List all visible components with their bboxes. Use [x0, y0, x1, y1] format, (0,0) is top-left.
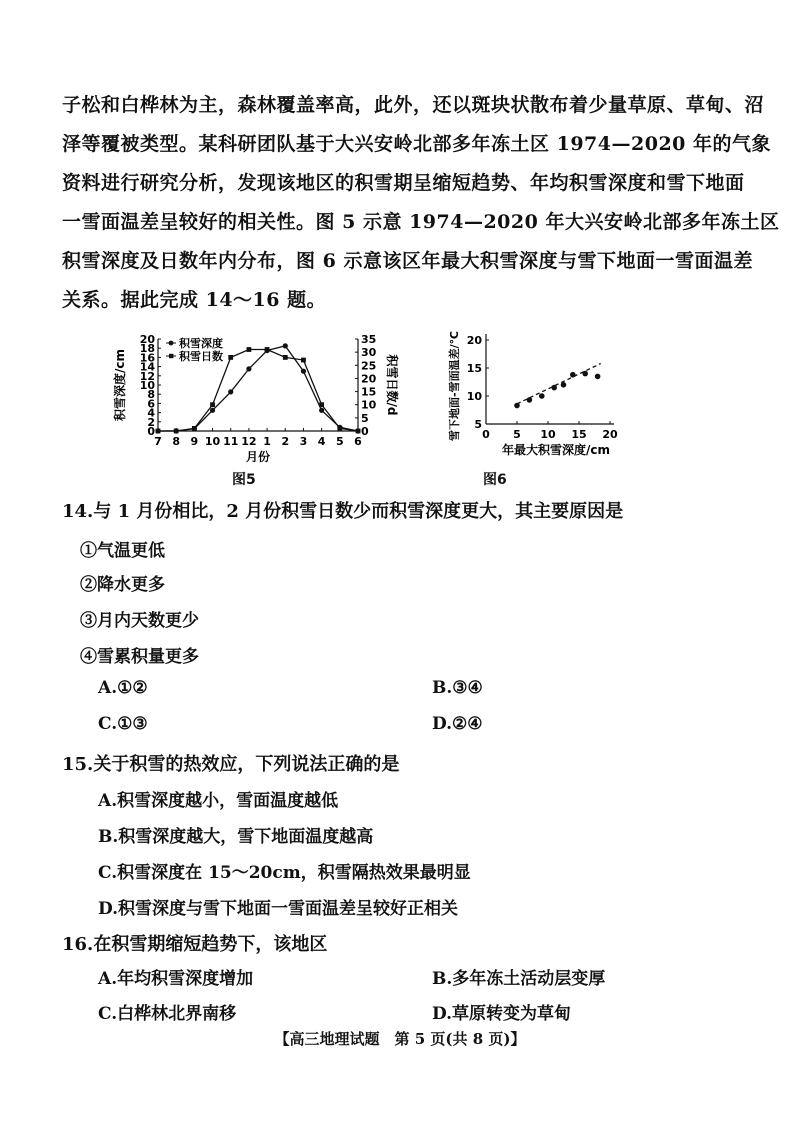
legend-snow-depth: 积雪深度: [179, 337, 223, 350]
scatter-point: [570, 372, 576, 378]
snow-days-point: [337, 426, 342, 431]
question-14-option-c[interactable]: C.①③: [98, 714, 148, 734]
x-tick-label: 5: [335, 435, 344, 448]
snow-days-point: [156, 429, 161, 434]
question-14-option-a[interactable]: A.①②: [98, 678, 148, 698]
right-axis-label: 积雪日数/d: [385, 354, 399, 416]
y-tick-label: 15: [466, 362, 482, 375]
question-15-stem: 15.关于积雪的热效应，下列说法正确的是: [62, 754, 400, 775]
passage-line: 一雪面温差呈较好的相关性。图 5 示意 1974—2020 年大兴安岭北部多年冻土区: [62, 211, 780, 233]
left-tick-label: 16: [139, 351, 155, 365]
question-14-stem: 14.与 1 月份相比，2 月份积雪日数少而积雪深度更大，其主要原因是: [62, 501, 624, 522]
question-14-item: ①气温更低: [80, 541, 165, 561]
left-tick-label: 8: [147, 388, 155, 402]
question-16-option-c[interactable]: C.白桦林北界南移: [98, 1004, 237, 1024]
x-tick-label: 2: [281, 435, 290, 448]
x-tick-label: 10: [204, 435, 221, 448]
snow-days-point: [356, 429, 361, 434]
left-tick-label: 10: [139, 379, 155, 392]
x-tick-label: 3: [299, 435, 308, 448]
x-tick-label: 11: [223, 435, 239, 448]
snow-days-point: [319, 402, 324, 407]
x-tick-label: 10: [540, 428, 556, 441]
snow-depth-point: [319, 408, 324, 413]
scatter-point: [514, 403, 520, 409]
snow-depth-point: [246, 366, 251, 371]
question-16-option-d[interactable]: D.草原转变为草甸: [432, 1004, 572, 1024]
question-14-item: ④雪累积量更多: [80, 647, 199, 667]
x-tick-label: 20: [602, 428, 618, 441]
x-tick-label: 6: [354, 435, 362, 448]
x-tick-label: 4: [317, 435, 326, 448]
right-tick-label: 30: [361, 346, 377, 360]
passage-line: 资料进行研究分析，发现该地区的积雪期呈缩短趋势、年均积雪深度和雪下地面: [62, 172, 745, 194]
question-15-option-b[interactable]: B.积雪深度越大，雪下地面温度越高: [98, 827, 374, 847]
x-axis-label: 月份: [245, 450, 271, 464]
left-axis-label: 积雪深度/cm: [113, 348, 127, 422]
question-14-option-b[interactable]: B.③④: [432, 678, 483, 698]
left-tick-label: 18: [139, 342, 155, 356]
scatter-point: [539, 393, 545, 399]
right-tick-label: 25: [361, 359, 377, 373]
left-tick-label: 6: [147, 397, 155, 411]
snow-depth-point: [283, 343, 288, 348]
right-tick-label: 35: [361, 333, 377, 346]
left-tick-label: 20: [139, 333, 155, 346]
scatter-point: [582, 371, 588, 377]
question-14-item: ②降水更多: [80, 575, 165, 595]
y-tick-label: 20: [466, 334, 482, 347]
figure-6-caption: 图6: [483, 472, 507, 488]
x-tick-label: 15: [571, 428, 587, 441]
snow-depth-point: [210, 408, 215, 413]
legend-marker-circle: [169, 341, 174, 346]
scatter-point: [527, 397, 533, 403]
passage-line: 积雪深度及日数年内分布，图 6 示意该区年最大积雪深度与雪下地面一雪面温差: [62, 250, 753, 272]
snow-depth-point: [228, 389, 233, 394]
passage-line: 子松和白桦林为主，森林覆盖率高，此外，还以斑块状散布着少量草原、草甸、沼: [62, 94, 765, 116]
scatter-point: [561, 382, 567, 388]
right-tick-label: 5: [361, 411, 369, 425]
question-15-option-c[interactable]: C.积雪深度在 15～20cm，积雪隔热效果最明显: [98, 863, 471, 883]
question-15-option-d[interactable]: D.积雪深度与雪下地面一雪面温差呈较好正相关: [98, 899, 459, 919]
right-tick-label: 15: [361, 385, 377, 399]
page-footer: 【高三地理试题 第 5 页(共 8 页)】: [274, 1030, 526, 1048]
passage-line: 关系。据此完成 14～16 题。: [62, 289, 327, 311]
snow-days-point: [283, 355, 288, 360]
question-15-option-a[interactable]: A.积雪深度越小，雪面温度越低: [98, 791, 339, 811]
figure-6-chart: [440, 318, 640, 468]
scatter-point: [595, 374, 601, 380]
question-16-option-b[interactable]: B.多年冻土活动层变厚: [432, 969, 606, 989]
right-tick-label: 10: [361, 398, 377, 412]
snow-depth-point: [301, 369, 306, 374]
x-tick-label: 9: [190, 435, 199, 448]
left-tick-label: 0: [147, 425, 155, 438]
x-tick-label: 1: [263, 435, 271, 448]
legend-marker-square: [169, 354, 173, 358]
snow-days-point: [265, 347, 270, 352]
y-tick-label: 5: [474, 418, 482, 431]
passage-line: 泽等覆被类型。某科研团队基于大兴安岭北部多年冻土区 1974—2020 年的气象: [62, 133, 771, 155]
snow-days-point: [192, 426, 197, 431]
right-tick-label: 0: [361, 425, 369, 438]
snow-days-point: [210, 402, 215, 407]
left-tick-label: 4: [147, 406, 155, 420]
left-tick-label: 14: [139, 360, 155, 374]
x-axis-label: 年最大积雪深度/cm: [501, 443, 611, 457]
x-tick-label: 7: [154, 435, 162, 448]
snow-days-point: [247, 347, 252, 352]
x-tick-label: 12: [241, 435, 257, 448]
question-14-item: ③月内天数更少: [80, 611, 199, 631]
question-16-option-a[interactable]: A.年均积雪深度增加: [98, 969, 254, 989]
scatter-point: [551, 385, 557, 391]
y-tick-label: 10: [466, 390, 482, 403]
x-tick-label: 5: [513, 428, 521, 441]
left-tick-label: 12: [139, 369, 155, 383]
snow-days-point: [228, 355, 233, 360]
figure-5-caption: 图5: [232, 472, 256, 488]
right-tick-label: 20: [361, 372, 377, 386]
y-axis-label: 雪下地面-雪面温差/℃: [448, 331, 461, 441]
snow-days-point: [174, 429, 179, 434]
x-tick-label: 0: [482, 428, 490, 441]
left-tick-label: 2: [147, 415, 155, 429]
snow-days-point: [301, 358, 306, 363]
question-14-option-d[interactable]: D.②④: [432, 714, 483, 734]
legend-snow-days: 积雪日数: [179, 350, 223, 363]
figure-5-chart: [110, 325, 410, 465]
question-16-stem: 16.在积雪期缩短趋势下，该地区: [62, 934, 328, 955]
x-tick-label: 8: [172, 435, 181, 448]
